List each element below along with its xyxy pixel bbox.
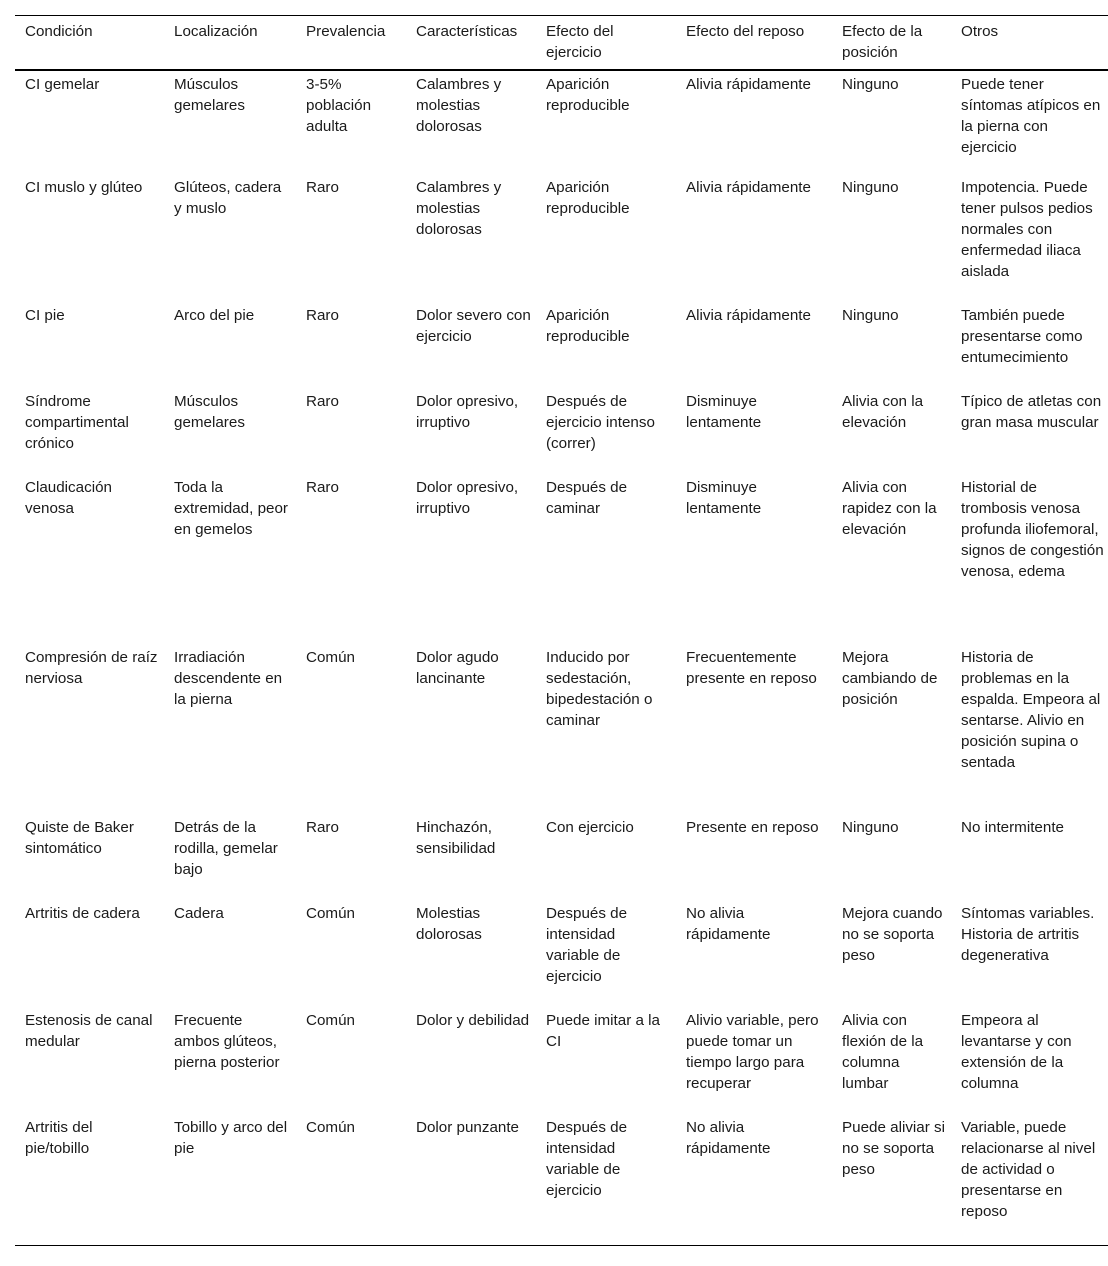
table-cell: Común: [306, 649, 355, 666]
table-cell: Toda la extremidad, peor en gemelos: [174, 479, 288, 538]
differential-diagnosis-table: [15, 15, 1108, 1246]
table-cell: Alivia con rapidez con la elevación: [842, 479, 937, 538]
table-cell: Músculos gemelares: [174, 76, 245, 114]
table-cell: Después de intensidad variable de ejercicio: [546, 905, 628, 985]
table-cell: Hinchazón, sensibilidad: [416, 819, 496, 857]
header-condicion: Condición: [15, 16, 164, 71]
table-cell: Con ejercicio: [546, 819, 634, 836]
table-cell: Aparición reproducible: [546, 307, 630, 345]
table-cell: CI muslo y glúteo: [25, 179, 143, 196]
table-row: [15, 817, 1108, 903]
table-cell: Dolor agudo lancinante: [416, 649, 499, 687]
table-row: [15, 70, 1108, 177]
table-cell: Detrás de la rodilla, gemelar bajo: [174, 819, 278, 878]
table-cell: Artritis del pie/tobillo: [25, 1119, 93, 1157]
table-cell: Síntomas variables. Historia de artritis degenerativa: [961, 905, 1095, 964]
table-cell: Impotencia. Puede tener pulsos pedios normales con enfermedad iliaca aislada: [961, 179, 1093, 280]
table-cell: Tobillo y arco del pie: [174, 1119, 288, 1157]
table-cell: Músculos gemelares: [174, 393, 245, 431]
table-cell: Cadera: [174, 905, 224, 922]
table-cell: Historia de problemas en la espalda. Empeora al sentarse. Alivio en posición supina o sentada: [961, 649, 1101, 771]
table-cell: Arco del pie: [174, 307, 255, 324]
table-cell: CI gemelar: [25, 76, 100, 93]
table-cell: Empeora al levantarse y con extensión de la columna: [961, 1012, 1072, 1092]
table-cell: Quiste de Baker sintomático: [25, 819, 134, 857]
table-cell: Común: [306, 1012, 355, 1029]
table-cell: Dolor opresivo, irruptivo: [416, 479, 519, 517]
table-cell: Disminuye lentamente: [686, 393, 762, 431]
table-cell: Ninguno: [842, 179, 899, 196]
table-cell: Molestias dolorosas: [416, 905, 482, 943]
table-row: [15, 903, 1108, 1010]
table-cell: Glúteos, cadera y muslo: [174, 179, 282, 217]
table-cell: Alivia con la elevación: [842, 393, 924, 431]
table-cell: Alivia rápidamente: [686, 179, 811, 196]
table-cell: Ninguno: [842, 307, 899, 324]
table-cell: Alivio variable, pero puede tomar un tiempo largo para recuperar: [686, 1012, 819, 1092]
table-cell: Variable, puede relacionarse al nivel de actividad o presentarse en reposo: [961, 1119, 1096, 1220]
table-cell: Dolor severo con ejercicio: [416, 307, 531, 345]
table-cell: Después de ejercicio intenso (correr): [546, 393, 655, 452]
table-cell: Ninguno: [842, 76, 899, 93]
table-cell: Ninguno: [842, 819, 899, 836]
header-efecto-ejercicio: Efecto del ejercicio: [536, 16, 676, 71]
table-row: [15, 477, 1108, 647]
table-cell: Alivia rápidamente: [686, 307, 811, 324]
table-cell: Frecuente ambos glúteos, pierna posterior: [174, 1012, 280, 1071]
table-row: [15, 1117, 1108, 1245]
table-cell: Raro: [306, 479, 339, 496]
table-cell: Raro: [306, 393, 339, 410]
table-cell: Calambres y molestias dolorosas: [416, 179, 502, 238]
comparison-table-container: [15, 15, 1108, 1246]
table-cell: Inducido por sedestación, bipedestación o caminar: [546, 649, 653, 729]
table-cell: También puede presentarse como entumecimiento: [961, 307, 1083, 366]
table-row: [15, 391, 1108, 477]
header-efecto-posicion: Efecto de la posición: [832, 16, 951, 71]
header-localizacion: Localización: [164, 16, 296, 71]
table-cell: Aparición reproducible: [546, 76, 630, 114]
table-cell: Puede aliviar si no se soporta peso: [842, 1119, 945, 1178]
header-prevalencia: Prevalencia: [296, 16, 406, 71]
table-cell: No alivia rápidamente: [686, 905, 771, 943]
table-cell: Puede imitar a la CI: [546, 1012, 660, 1050]
table-cell: Después de intensidad variable de ejercicio: [546, 1119, 628, 1199]
table-cell: Artritis de cadera: [25, 905, 140, 922]
table-cell: Dolor punzante: [416, 1119, 520, 1136]
table-cell: CI pie: [25, 307, 65, 324]
header-efecto-reposo: Efecto del reposo: [676, 16, 832, 71]
table-cell: Dolor y debilidad: [416, 1012, 530, 1029]
table-cell: 3-5% población adulta: [306, 76, 372, 135]
table-cell: Claudicación venosa: [25, 479, 112, 517]
table-cell: Puede tener síntomas atípicos en la pierna con ejercicio: [961, 76, 1101, 156]
table-cell: Alivia con flexión de la columna lumbar: [842, 1012, 924, 1092]
table-cell: Mejora cuando no se soporta peso: [842, 905, 943, 964]
table-cell: Disminuye lentamente: [686, 479, 762, 517]
table-cell: Raro: [306, 819, 339, 836]
table-cell: Mejora cambiando de posición: [842, 649, 938, 708]
table-cell: Historial de trombosis venosa profunda iliofemoral, signos de congestión venosa, edema: [961, 479, 1104, 580]
table-cell: Síndrome compartimental crónico: [25, 393, 129, 452]
table-cell: Alivia rápidamente: [686, 76, 811, 93]
table-cell: Presente en reposo: [686, 819, 819, 836]
table-cell: Raro: [306, 307, 339, 324]
table-cell: Frecuentemente presente en reposo: [686, 649, 817, 687]
table-cell: Típico de atletas con gran masa muscular: [961, 393, 1102, 431]
table-cell: Compresión de raíz nerviosa: [25, 649, 158, 687]
table-row: [15, 647, 1108, 817]
table-cell: Común: [306, 1119, 355, 1136]
table-cell: Común: [306, 905, 355, 922]
table-row: [15, 177, 1108, 305]
table-cell: Estenosis de canal medular: [25, 1012, 153, 1050]
table-row: [15, 1010, 1108, 1117]
table-cell: Raro: [306, 179, 339, 196]
table-cell: No alivia rápidamente: [686, 1119, 771, 1157]
table-cell: Calambres y molestias dolorosas: [416, 76, 502, 135]
table-cell: Aparición reproducible: [546, 179, 630, 217]
table-cell: Irradiación descendente en la pierna: [174, 649, 283, 708]
table-cell: Después de caminar: [546, 479, 628, 517]
table-row: [15, 305, 1108, 391]
header-caracteristicas: Características: [406, 16, 536, 71]
table-cell: No intermitente: [961, 819, 1064, 836]
table-header-row: [15, 16, 1108, 71]
header-otros: Otros: [951, 16, 1108, 71]
table-cell: Dolor opresivo, irruptivo: [416, 393, 519, 431]
